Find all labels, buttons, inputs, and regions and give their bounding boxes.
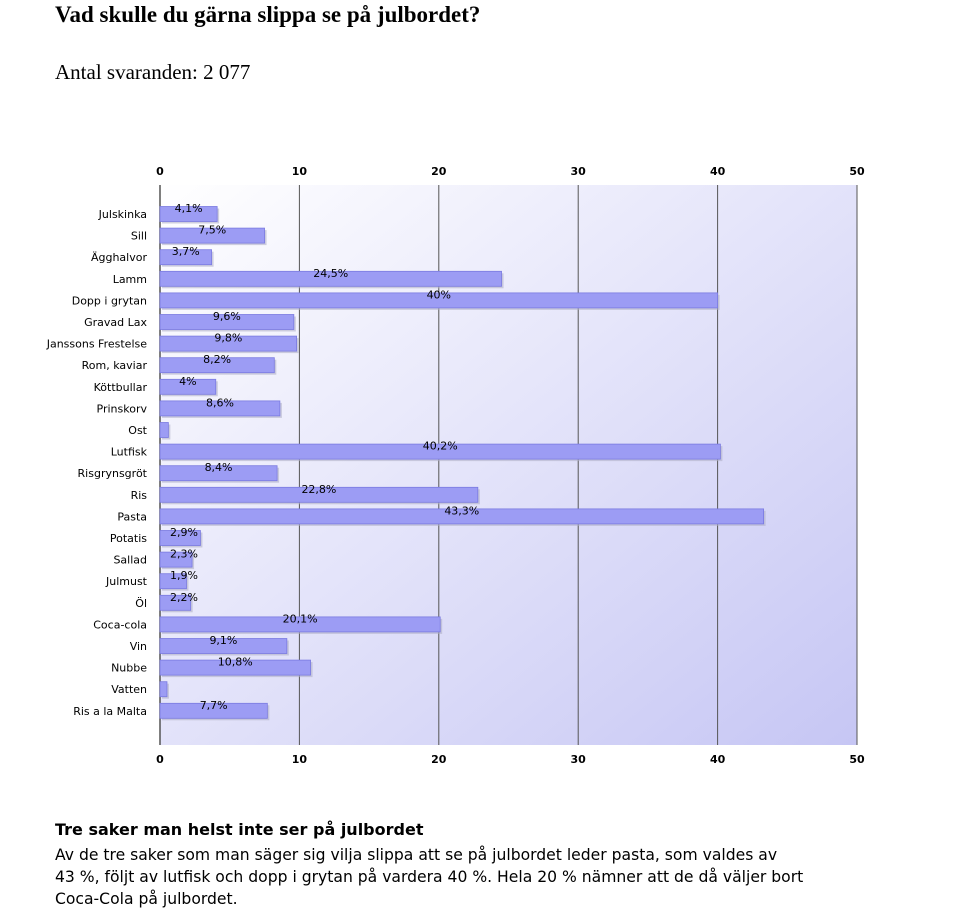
category-label: Sallad: [113, 553, 147, 567]
bar-data-label: 8,6%: [205, 396, 234, 410]
category-label: Julmust: [105, 575, 147, 589]
category-label: Vin: [129, 640, 147, 653]
category-label: Julskinka: [98, 208, 147, 221]
bar: [160, 682, 167, 697]
page-title: Vad skulle du gärna slippa se på julbordet?: [55, 2, 481, 27]
x-tick-label: 10: [291, 753, 308, 766]
bar-chart: [0, 160, 960, 770]
bar-data-label: 2,2%: [170, 590, 198, 604]
bar: [160, 423, 168, 438]
category-label: Ost: [128, 424, 147, 437]
x-tick-label: 20: [431, 753, 447, 766]
x-tick-label: 0: [156, 165, 164, 178]
x-tick-label: 10: [291, 165, 308, 178]
summary-paragraph: [55, 844, 960, 910]
x-tick-label: 40: [709, 753, 726, 766]
category-label: Lamm: [112, 272, 147, 286]
bar-data-label: 7,7%: [199, 698, 228, 712]
bar-data-label: 8,2%: [203, 353, 232, 367]
respondent-count: Antal svaranden: 2 077: [55, 60, 251, 84]
category-label: Ris a la Malta: [73, 704, 147, 718]
bar-data-label: 7,5%: [198, 223, 227, 237]
bar-data-label: 40,2%: [422, 439, 458, 453]
category-label: Gravad Lax: [84, 316, 147, 329]
bar-data-label: 40%: [426, 288, 452, 302]
category-label: Janssons Frestelse: [46, 337, 147, 351]
category-label: Prinskorv: [96, 402, 147, 416]
bar-data-label: 10,8%: [217, 655, 253, 669]
category-label: Ägghalvor: [90, 251, 147, 265]
category-label: Risgrynsgröt: [77, 467, 147, 481]
category-label: Lutfisk: [110, 445, 147, 459]
category-label: Sill: [130, 229, 147, 243]
x-tick-label: 30: [570, 753, 586, 766]
bar-data-label: 4,1%: [174, 202, 203, 215]
category-label: Dopp i grytan: [71, 294, 147, 308]
bar-data-label: 8,4%: [204, 461, 233, 475]
category-label: Öl: [135, 596, 147, 610]
bar-data-label: 24,5%: [313, 266, 349, 280]
bar-data-label: 4%: [179, 374, 197, 388]
x-tick-label: 0: [156, 753, 164, 766]
category-label: Vatten: [111, 683, 147, 697]
bar-data-label: 22,8%: [301, 482, 337, 496]
bar-data-label: 3,7%: [171, 245, 200, 259]
bar-data-label: 2,3%: [170, 547, 198, 561]
bar-data-label: 1,9%: [170, 569, 198, 583]
x-tick-label: 50: [849, 753, 865, 766]
category-label: Pasta: [117, 510, 147, 524]
category-label: Ris: [130, 488, 147, 502]
bar-data-label: 9,8%: [214, 331, 243, 345]
summary-line: 43 %, följt av lutfisk och dopp i grytan på vardera 40 %. Hela 20 % nämner att de då väljer bort: [55, 868, 804, 886]
bar-data-label: 9,1%: [209, 634, 238, 647]
x-tick-label: 50: [849, 165, 865, 178]
x-tick-label: 40: [709, 165, 726, 178]
summary-heading: Tre saker man helst inte ser på julbordet: [55, 820, 424, 839]
bar-data-label: 2,9%: [170, 526, 198, 539]
bar-data-label: 20,1%: [282, 612, 318, 626]
category-label: Rom, kaviar: [81, 359, 147, 373]
category-label: Köttbullar: [93, 380, 147, 394]
category-label: Coca-cola: [93, 618, 147, 632]
category-label: Potatis: [109, 532, 147, 545]
bar-data-label: 43,3%: [444, 504, 480, 518]
summary-line: Av de tre saker som man säger sig vilja slippa att se på julbordet leder pasta, som valdes av: [55, 846, 778, 864]
x-tick-label: 20: [431, 165, 447, 178]
bar-data-label: 9,6%: [212, 310, 241, 323]
x-tick-label: 30: [570, 165, 586, 178]
summary-line: Coca-Cola på julbordet.: [55, 890, 238, 908]
category-label: Nubbe: [111, 661, 147, 675]
